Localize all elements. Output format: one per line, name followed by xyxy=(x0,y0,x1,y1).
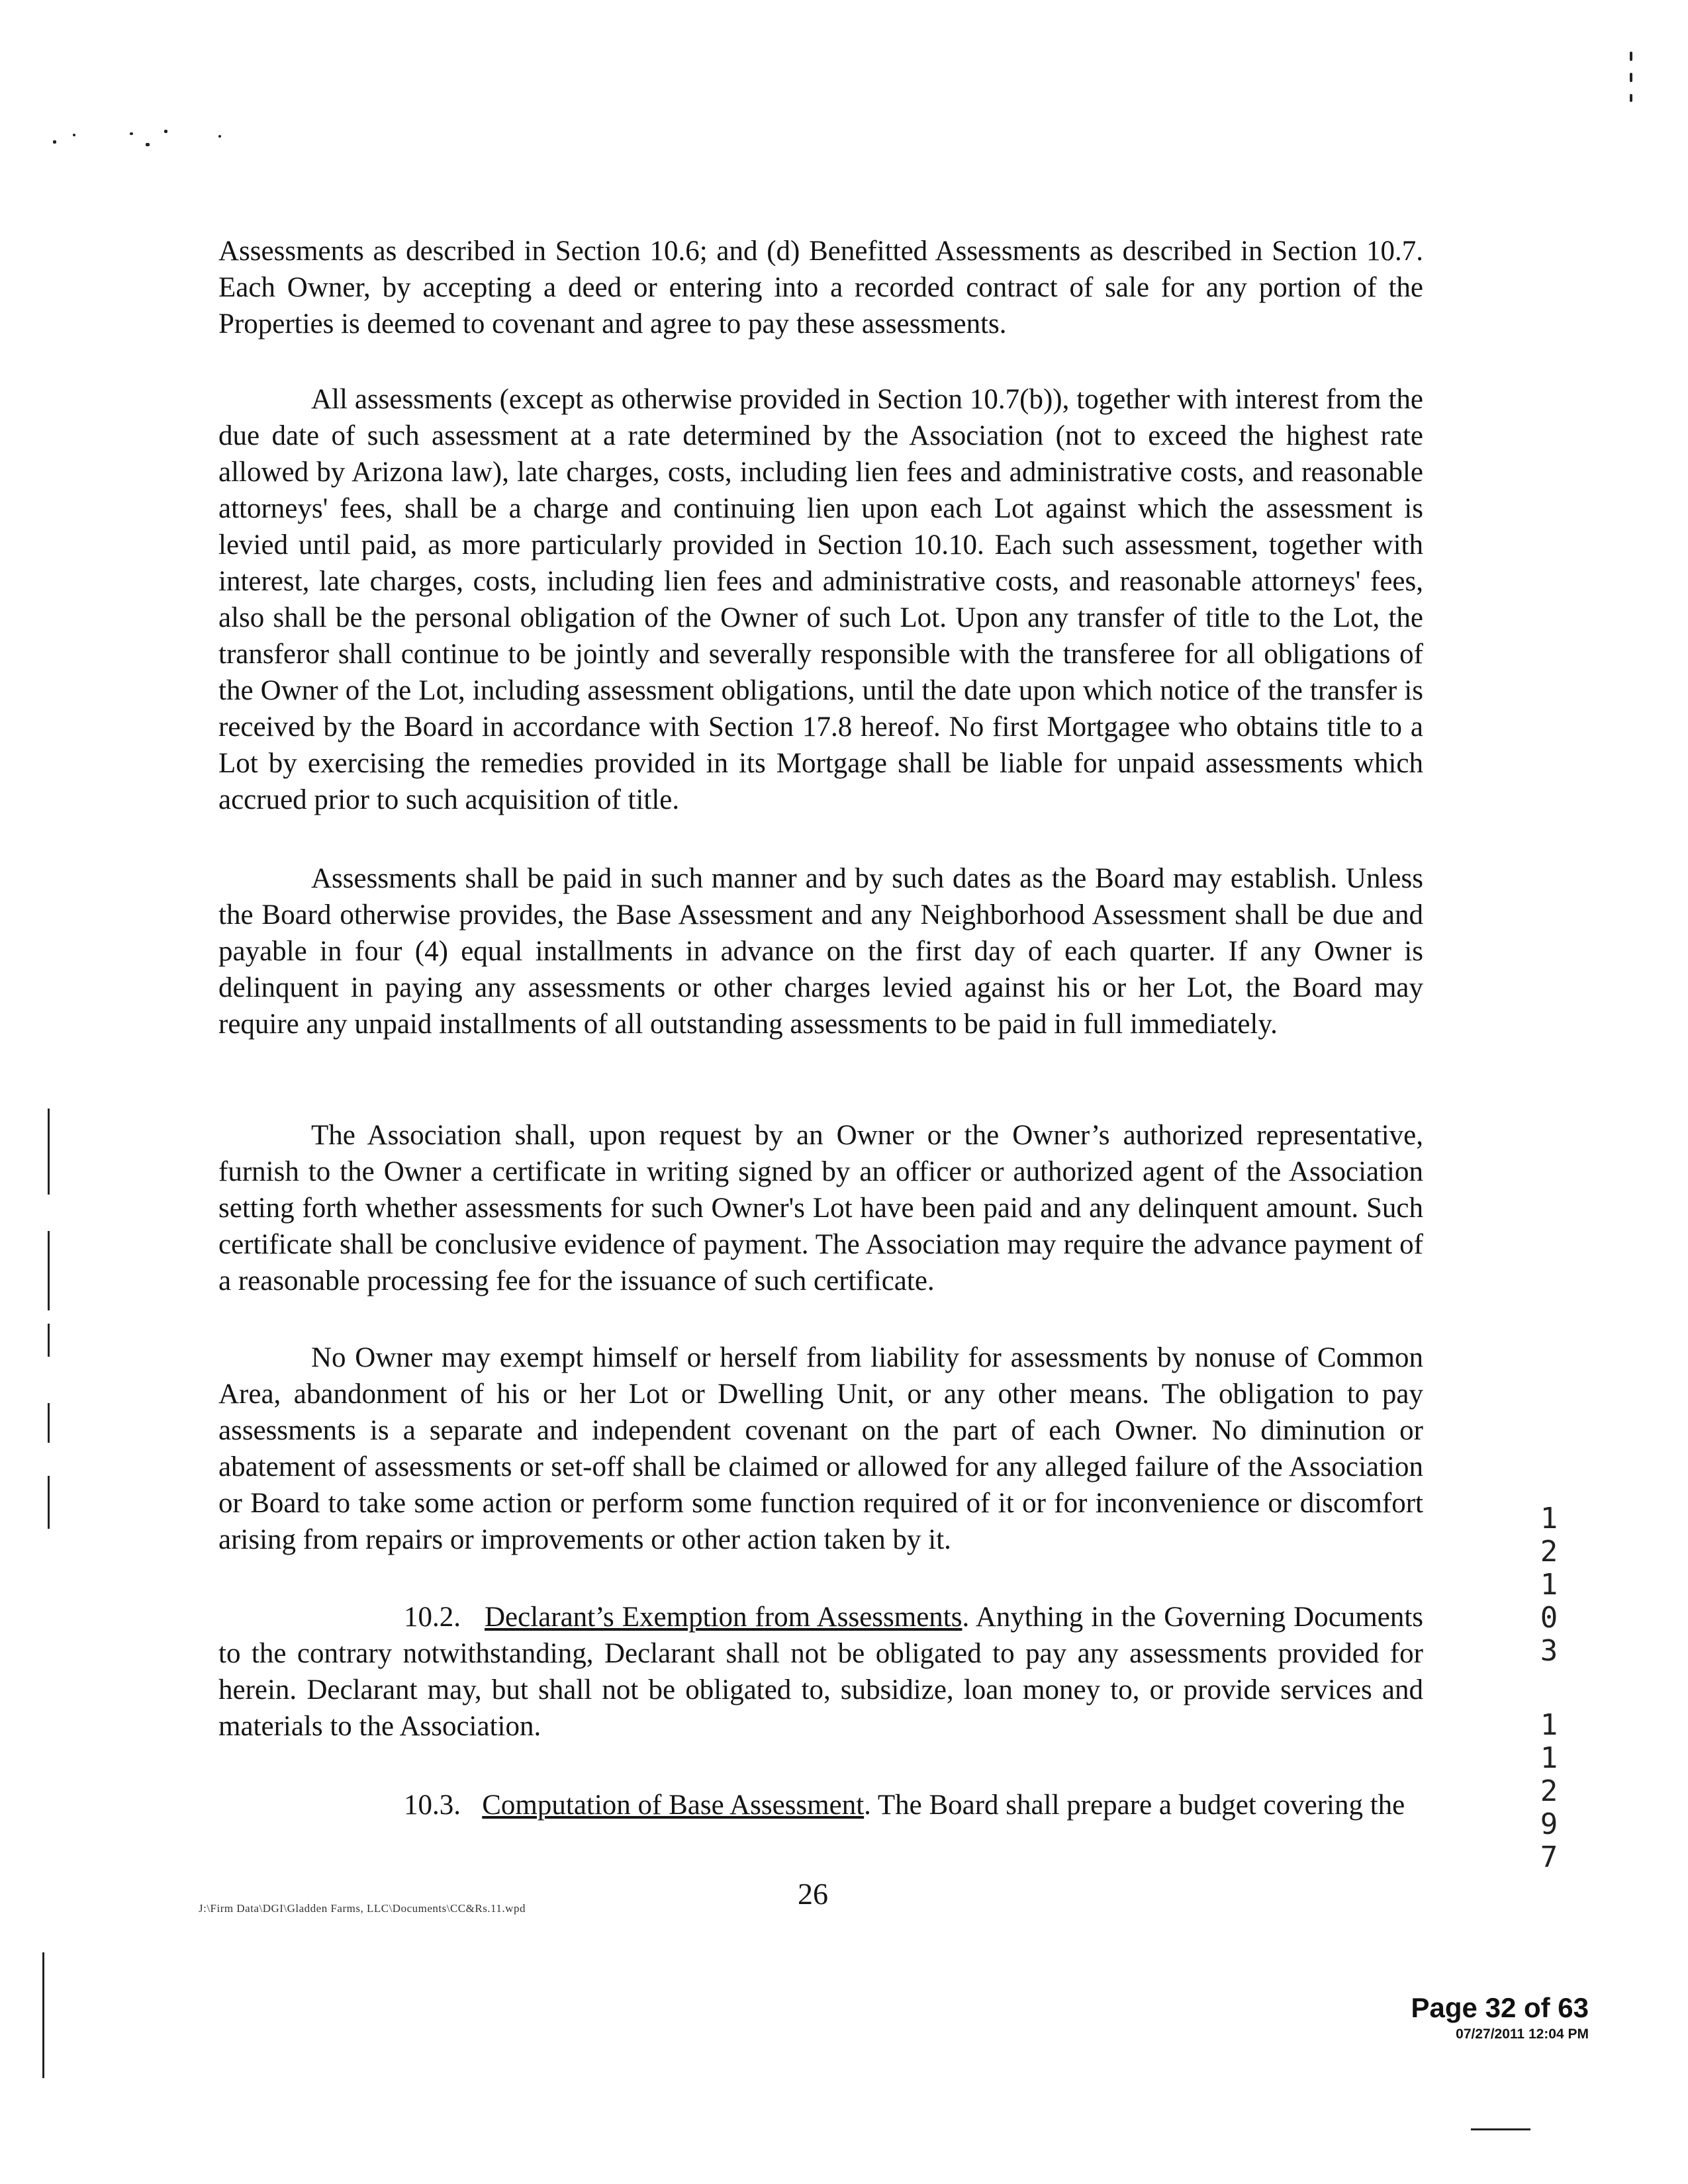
recording-digit: 9 xyxy=(1540,1807,1558,1841)
section-10-2-body: . Anything in the Governing Documents to the contrary notwithstanding, Declarant shall not be obligated to pay any assessments provided for herein. Declarant may, but shall not be obligated to, subsidize, loan money to, or provide services and materials to the Association. xyxy=(218,1602,1424,1742)
section-10-3-number: 10.3. xyxy=(404,1790,461,1821)
scan-speck xyxy=(73,134,75,136)
scan-speck xyxy=(1630,94,1632,102)
recording-digit: 2 xyxy=(1540,1535,1558,1569)
margin-change-bar xyxy=(48,1324,50,1357)
recorder-timestamp: 07/27/2011 12:04 PM xyxy=(1456,2026,1589,2042)
recording-digit: 1 xyxy=(1540,1741,1558,1775)
recording-number-gap xyxy=(1534,1668,1564,1709)
recording-digit: 1 xyxy=(1540,1568,1558,1602)
recording-digit: 1 xyxy=(1540,1502,1558,1535)
scan-speck xyxy=(53,140,56,144)
scan-speck xyxy=(164,130,167,133)
margin-change-bar xyxy=(48,1476,50,1529)
scan-speck xyxy=(1630,52,1632,61)
recording-digit: 1 xyxy=(1540,1708,1558,1742)
margin-change-bar xyxy=(48,1403,50,1443)
recording-digit: 3 xyxy=(1540,1634,1558,1668)
scan-speck xyxy=(1630,73,1632,82)
section-10-2 xyxy=(218,1599,1423,1745)
section-10-2-heading: Declarant’s Exemption from Assessments xyxy=(485,1602,962,1633)
paragraph-payment-manner: Assessments shall be paid in such manner and by such dates as the Board may establish. Unless the Board otherwise provides, the Base Assessment and any Neighborhood Assessment shall be due and payable in four (4) equal installments in advance on the first day of each quarter. If any Owner is delinquent in paying any assessments or other charges levied against his or her Lot, the Board may require any unpaid installments of all outstanding assessments to be paid in full immediately. xyxy=(218,863,1423,1040)
margin-change-bar xyxy=(48,1231,50,1310)
scan-speck xyxy=(146,143,150,146)
bottom-rule xyxy=(1471,2128,1530,2130)
recording-digit: 7 xyxy=(1540,1841,1558,1874)
paragraph-no-exemption: No Owner may exempt himself or herself from liability for assessments by nonuse of Common Area, abandonment of his or her Lot or Dwelling Unit, or any other means. The obligation to pay assessments is a separate and independent covenant on the part of each Owner. No diminution or abatement of assessments or set-off shall be claimed or allowed for any alleged failure of the Association or Board to take some action or perform some function required of it or for inconvenience or discomfort arising from repairs or improvements or other action taken by it. xyxy=(218,1342,1423,1555)
scan-speck xyxy=(218,135,221,138)
recording-number xyxy=(1534,1502,1564,1874)
file-path: J:\Firm Data\DGI\Gladden Farms, LLC\Documents\CC&Rs.11.wpd xyxy=(199,1902,526,1915)
margin-change-bar xyxy=(42,1952,44,2078)
paragraph-certificate: The Association shall, upon request by an Owner or the Owner’s authorized representative, furnish to the Owner a certificate in writing signed by an officer or authorized agent of the Association setting forth whether assessments for such Owner's Lot have been paid and any delinquent amount. Such certificate shall be conclusive evidence of payment. The Association may require the advance payment of a reasonable processing fee for the issuance of such certificate. xyxy=(218,1120,1423,1297)
margin-change-bar xyxy=(48,1109,50,1195)
recorder-page-stamp: Page 32 of 63 xyxy=(1411,1992,1589,2023)
section-10-2-number: 10.2. xyxy=(404,1602,461,1633)
section-10-3-heading: Computation of Base Assessment xyxy=(482,1790,865,1821)
scan-speck xyxy=(130,132,133,135)
page-number: 26 xyxy=(798,1877,828,1911)
section-10-3-body: . The Board shall prepare a budget covering the xyxy=(864,1790,1405,1821)
recording-digit: 0 xyxy=(1540,1601,1558,1635)
recording-digit: 2 xyxy=(1540,1774,1558,1808)
paragraph-all-assessments: All assessments (except as otherwise provided in Section 10.7(b)), together with interest from the due date of such assessment at a rate determined by the Association (not to exceed the highest rate allowed by Arizona law), late charges, costs, including lien fees and administrative costs, and reasonable attorneys' fees, shall be a charge and continuing lien upon each Lot against which the assessment is levied until paid, as more particularly provided in Section 10.10. Each such assessment, together with interest, late charges, costs, including lien fees and administrative costs, and reasonable attorneys' fees, also shall be the personal obligation of the Owner of such Lot. Upon any transfer of title to the Lot, the transferor shall continue to be jointly and severally responsible with the transferee for all obligations of the Owner of the Lot, including assessment obligations, until the date upon which notice of the transfer is received by the Board in accordance with Section 17.8 hereof. No first Mortgagee who obtains title to a Lot by exercising the remedies provided in its Mortgage shall be liable for unpaid assessments which accrued prior to such acquisition of title. xyxy=(218,384,1423,815)
section-10-3 xyxy=(218,1787,1423,1823)
paragraph-intro-continuation: Assessments as described in Section 10.6; and (d) Benefitted Assessments as described in Section 10.7. Each Owner, by accepting a deed or entering into a recorded contract of sale for any portion of the Properties is deemed to covenant and agree to pay these assessments. xyxy=(218,236,1423,340)
